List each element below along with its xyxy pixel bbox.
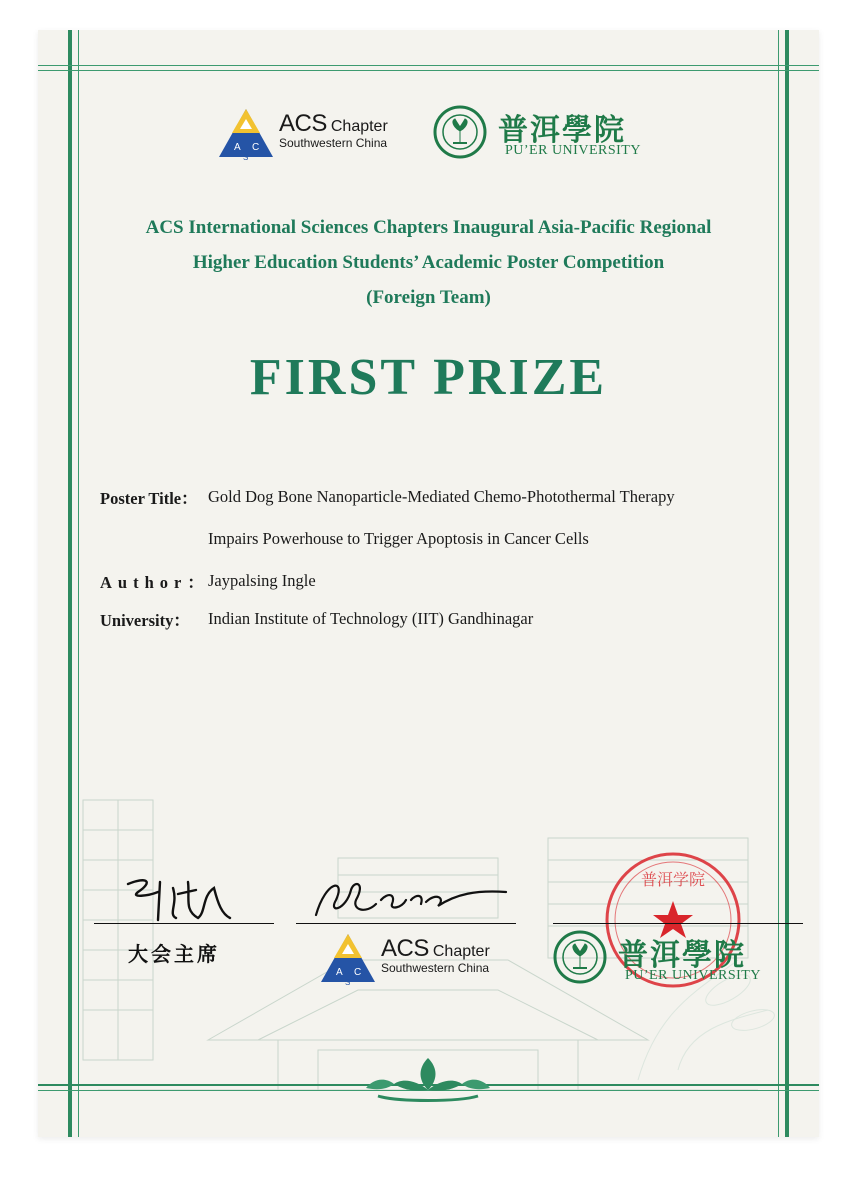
heading-line-3: (Foreign Team) xyxy=(366,287,491,308)
frame-top-line-2 xyxy=(38,70,819,71)
acs-logo-text: ACS xyxy=(279,110,327,137)
signature-area xyxy=(38,860,819,1010)
signature-line-2 xyxy=(296,923,516,924)
author-label: Author： xyxy=(100,573,210,592)
puer-chinese-name-bottom: 普洱學院 xyxy=(618,938,746,973)
university-label: University： xyxy=(100,611,190,630)
acs-logo-chapter-bottom: Chapter xyxy=(432,943,490,960)
acs-triangle-icon xyxy=(318,930,378,990)
puer-chinese-name: 普洱學院 xyxy=(498,113,626,148)
acs-logo-subtitle: Southwestern China xyxy=(279,136,388,150)
acs-chapter-logo-bottom xyxy=(318,930,508,990)
certificate xyxy=(38,30,819,1137)
competition-heading xyxy=(38,210,819,315)
heading-line-1: ACS International Sciences Chapters Inaugural Asia-Pacific Regional xyxy=(145,217,712,238)
svg-text:C: C xyxy=(354,967,362,978)
svg-text:A: A xyxy=(234,142,241,153)
poster-title-row xyxy=(100,478,800,516)
puer-emblem-icon xyxy=(433,105,487,159)
acs-logo-chapter: Chapter xyxy=(330,118,388,135)
poster-title-value-1: Gold Dog Bone Nanoparticle-Mediated Chemo-Photothermal Therapy xyxy=(208,487,675,506)
poster-title-label: Poster Title： xyxy=(100,489,198,508)
svg-text:S: S xyxy=(345,978,351,987)
puer-english-name-bottom: PU’ER UNIVERSITY xyxy=(625,968,761,983)
author-row xyxy=(100,562,800,600)
puer-university-logo-bottom xyxy=(553,930,793,990)
svg-text:C: C xyxy=(252,142,260,153)
signature-line-3 xyxy=(553,923,803,924)
floral-ornament-icon xyxy=(358,1050,498,1110)
prize-title: FIRST PRIZE xyxy=(249,349,608,406)
svg-text:S: S xyxy=(243,153,249,162)
university-value: Indian Institute of Technology (IIT) Gandhinagar xyxy=(208,609,534,628)
puer-emblem-icon xyxy=(553,930,607,984)
award-details xyxy=(100,478,800,638)
chairman-signature xyxy=(118,874,248,924)
poster-title-row-2 xyxy=(100,516,800,562)
signature-line-1 xyxy=(94,923,274,924)
puer-university-logo xyxy=(433,105,663,165)
svg-text:A: A xyxy=(336,967,343,978)
poster-title-value-2: Impairs Powerhouse to Trigger Apoptosis in Cancer Cells xyxy=(208,529,589,548)
acs-triangle-icon xyxy=(216,105,276,165)
acs-signature xyxy=(306,870,516,925)
acs-logo-subtitle-bottom: Southwestern China xyxy=(381,961,490,975)
puer-english-name: PU’ER UNIVERSITY xyxy=(505,143,641,158)
heading-line-2: Higher Education Students’ Academic Poster Competition xyxy=(192,252,665,273)
acs-chapter-logo xyxy=(216,105,406,165)
author-value: Jaypalsing Ingle xyxy=(208,571,316,590)
frame-top-line xyxy=(38,65,819,66)
university-row xyxy=(100,600,800,638)
chairman-label: 大会主席 xyxy=(128,942,220,966)
svg-text:普洱学院: 普洱学院 xyxy=(640,870,706,889)
acs-logo-text-bottom: ACS xyxy=(381,935,429,962)
